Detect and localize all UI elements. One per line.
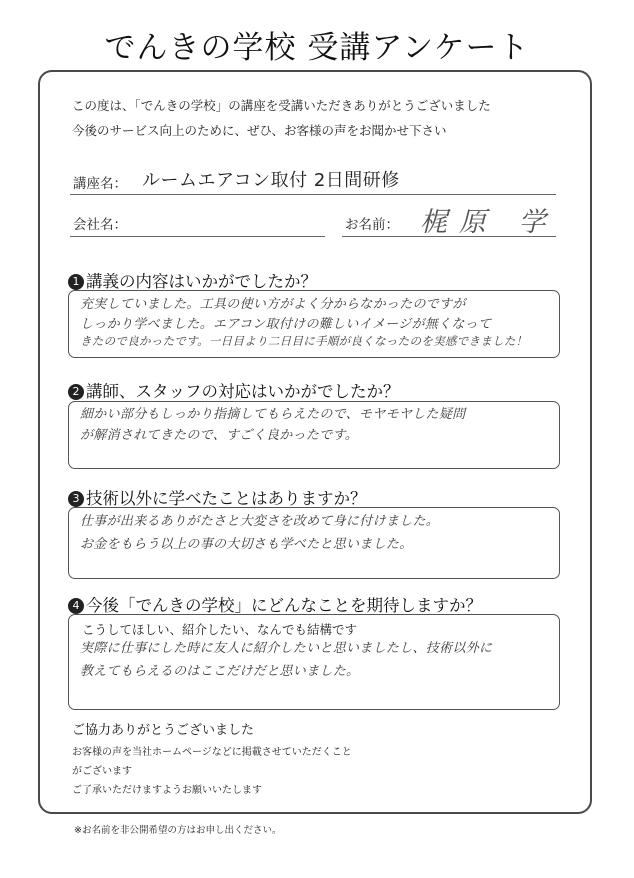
question-1-text: 講義の内容はいかがでしたか？ [86, 272, 317, 291]
answer-3-line-2: お金をもらう以上の事の大切さも学べたと思いました。 [80, 537, 413, 552]
question-1-title [68, 268, 317, 292]
company-label: 会社名： [73, 217, 127, 233]
answer-1-line-2: しっかり学べました。エアコン取付けの難しいイメージが無くなって [80, 317, 492, 332]
question-4-text: 今後「でんきの学校」にどんなことを期待しますか？ [86, 596, 482, 615]
answer-2-line-2: が解消されてきたので、すごく良かったです。 [80, 428, 359, 443]
answer-2-line-1: 細かい部分もしっかり指摘してもらえたので、モヤモヤした疑問 [80, 407, 466, 422]
answer-1-line-3: きたので良かったです。一日目より二日目に手順が良くなったのを実感できました！ [80, 334, 528, 348]
intro-line-1: この度は、「でんきの学校」の講座を受講いただきありがとうございました [72, 98, 491, 113]
question-3-title [68, 485, 367, 509]
closing-line-3: ご了承いただけますようお願いいたします [72, 785, 262, 796]
question-3-number: 3 [68, 491, 84, 507]
closing-line-2: がございます [72, 766, 132, 777]
answer-1-line-1: 充実していました。工具の使い方がよく分からなかったのですが [80, 297, 466, 312]
company-underline [70, 236, 325, 237]
name-handwritten: 梶原 学 [420, 207, 558, 238]
name-underline [342, 236, 556, 237]
question-4-number: 4 [68, 598, 84, 614]
footnote: ※お名前を非公開希望の方はお申し出ください。 [74, 825, 282, 836]
survey-title: でんきの学校 受講アンケート [104, 30, 530, 66]
answer-4-line-2: 教えてもらえるのはここだけだと思いました。 [80, 664, 360, 679]
question-3-text: 技術以外に学べたことはありますか？ [86, 489, 367, 508]
question-2-text: 講師、スタッフの対応はいかがでしたか？ [86, 382, 400, 401]
question-4-prompt: こうしてほしい、紹介したい、なんでも結構です [82, 622, 358, 637]
closing-thanks: ご協力ありがとうございました [72, 723, 255, 738]
answer-3-line-1: 仕事が出来るありがたさと大変さを改めて身に付けました。 [80, 514, 440, 529]
closing-line-1: お客様の声を当社ホームページなどに掲載させていただくこと [72, 747, 352, 758]
course-value: ルームエアコン取付 2日間研修 [142, 170, 400, 191]
course-label: 講座名： [73, 176, 127, 192]
question-2-number: 2 [68, 384, 84, 400]
question-4-title [68, 592, 482, 616]
answer-4-line-1: 実際に仕事にした時に友人に紹介したいと思いましたし、技術以外に [80, 641, 493, 656]
name-label: お名前： [345, 217, 399, 233]
intro-line-2: 今後のサービス向上のために、ぜひ、お客様の声をお聞かせ下さい [72, 123, 447, 138]
course-underline [70, 194, 556, 195]
question-1-number: 1 [68, 274, 84, 290]
question-2-title [68, 378, 400, 402]
